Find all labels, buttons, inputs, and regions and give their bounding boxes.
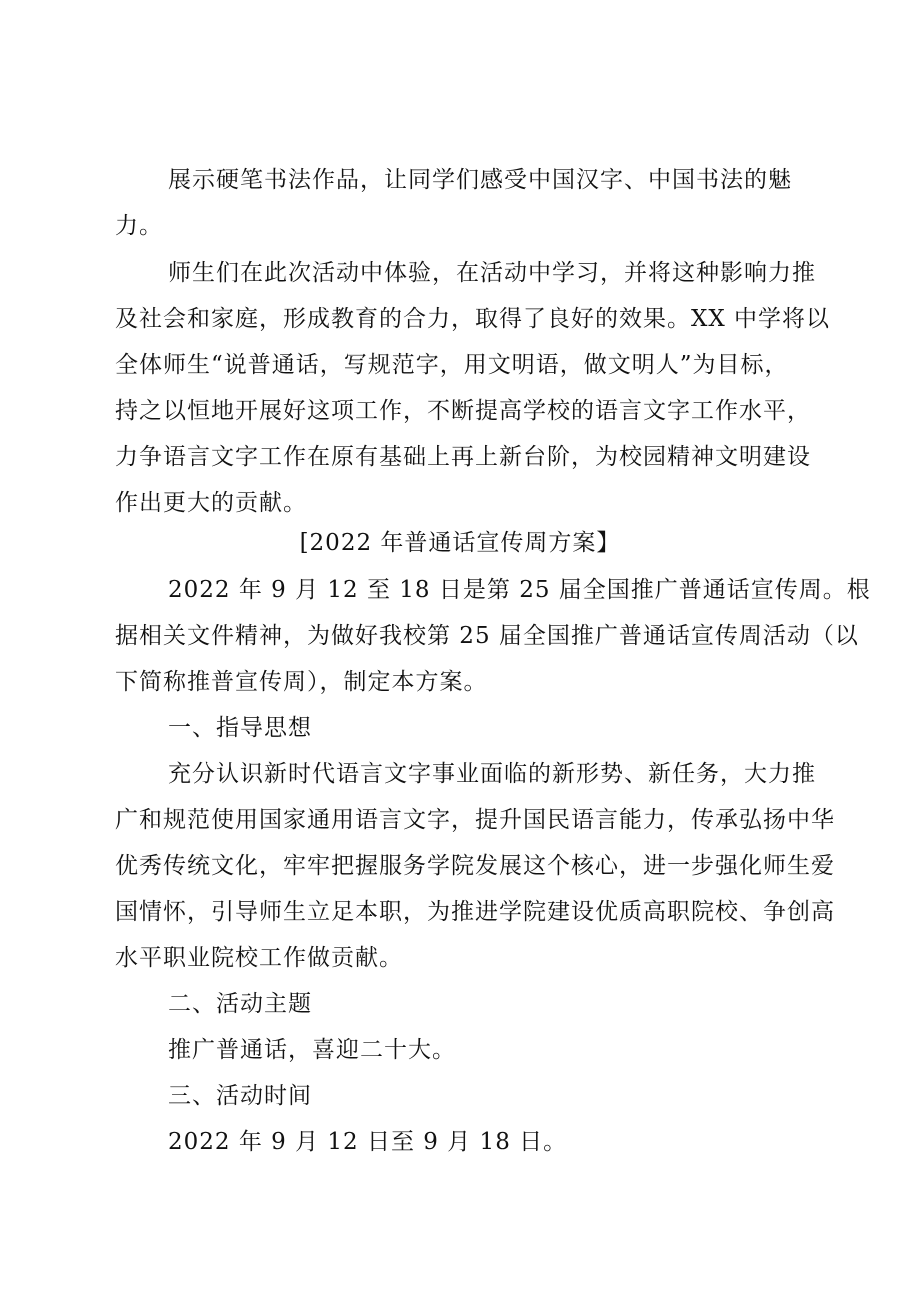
activity-theme-text: 推广普通话，喜迎二十大。 xyxy=(168,1037,456,1063)
heading-activity-time: 三、活动时间 xyxy=(168,1083,312,1109)
para3-line1: 2022 年 9 月 12 至 18 日是第 25 届全国推广普通话宣传周。根 xyxy=(168,577,871,603)
para2-line6: 作出更大的贡献。 xyxy=(115,490,307,516)
heading-activity-theme: 二、活动主题 xyxy=(168,991,312,1017)
para1-line2: 力。 xyxy=(115,213,163,239)
section-title: [2022 年普通话宣传周方案】 xyxy=(299,530,621,556)
activity-time-text: 2022 年 9 月 12 日至 9 月 18 日。 xyxy=(168,1129,568,1155)
para3-line2: 据相关文件精神，为做好我校第 25 届全国推广普通话宣传周活动（以 xyxy=(115,623,859,649)
para4-line2: 广和规范使用国家通用语言文字，提升国民语言能力，传承弘扬中华 xyxy=(115,807,835,833)
para2-line3: 全体师生“说普通话，写规范字，用文明语，做文明人”为目标， xyxy=(115,352,789,378)
para4-line4: 国情怀，引导师生立足本职，为推进学院建设优质高职院校、争创高 xyxy=(115,899,835,925)
para1-line1: 展示硬笔书法作品，让同学们感受中国汉字、中国书法的魅 xyxy=(168,167,792,193)
heading-guiding-ideology: 一、指导思想 xyxy=(168,715,312,741)
para4-line1: 充分认识新时代语言文字事业面临的新形势、新任务，大力推 xyxy=(168,761,816,787)
para2-line1: 师生们在此次活动中体验，在活动中学习，并将这种影响力推 xyxy=(168,260,816,286)
para2-line5: 力争语言文字工作在原有基础上再上新台阶，为校园精神文明建设 xyxy=(115,444,811,470)
para3-line3: 下简称推普宣传周），制定本方案。 xyxy=(115,669,488,695)
para2-line4: 持之以恒地开展好这项工作，不断提高学校的语言文字工作水平， xyxy=(115,398,811,424)
para2-line2: 及社会和家庭，形成教育的合力，取得了良好的效果。XX 中学将以 xyxy=(115,306,831,332)
para4-line3: 优秀传统文化，牢牢把握服务学院发展这个核心，进一步强化师生爱 xyxy=(115,853,835,879)
para4-line5: 水平职业院校工作做贡献。 xyxy=(115,945,403,971)
